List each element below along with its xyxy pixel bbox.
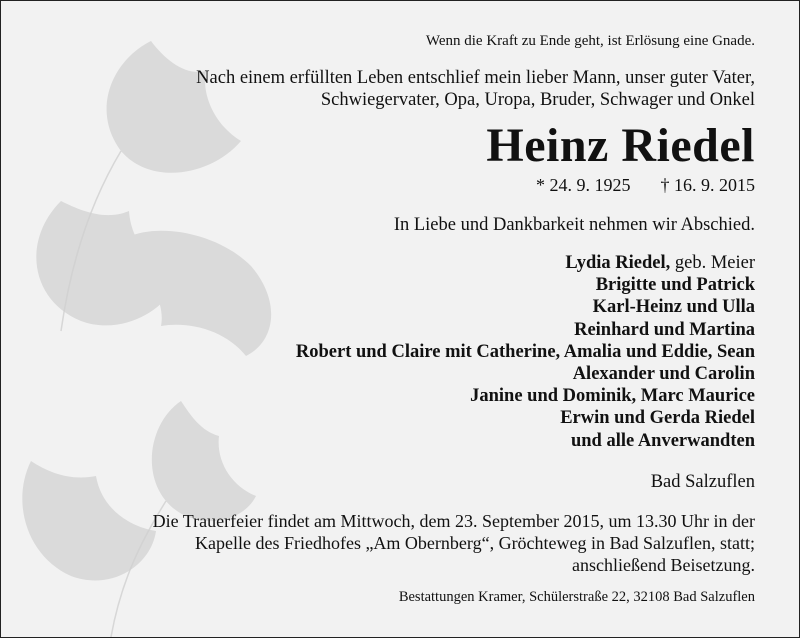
farewell-text: In Liebe und Dankbarkeit nehmen wir Abschied. bbox=[393, 215, 755, 235]
leaf-shape bbox=[22, 461, 156, 580]
service-line: Die Trauerfeier findet am Mittwoch, dem 23. September 2015, um 13.30 Uhr in der bbox=[152, 511, 755, 531]
life-dates bbox=[536, 175, 755, 196]
mourner-line: Erwin und Gerda Riedel bbox=[560, 408, 755, 429]
birth-date: * 24. 9. 1925 bbox=[536, 175, 631, 195]
mourner-line bbox=[296, 252, 755, 274]
service-line: anschließend Beisetzung. bbox=[572, 555, 755, 575]
mourner-line: und alle Anverwandten bbox=[570, 430, 755, 451]
mourner-line: Alexander und Carolin bbox=[572, 364, 755, 385]
leaf-shape bbox=[152, 401, 256, 521]
mourner-line: Karl-Heinz und Ulla bbox=[592, 297, 755, 318]
city-name: Bad Salzuflen bbox=[650, 472, 755, 492]
funeral-service-text bbox=[153, 510, 755, 576]
motto-text: Wenn die Kraft zu Ende geht, ist Erlösung eine Gnade. bbox=[425, 33, 755, 49]
intro-text bbox=[196, 67, 755, 111]
mourner-line: Brigitte und Patrick bbox=[595, 275, 755, 296]
mourner-line: Janine und Dominik, Marc Maurice bbox=[470, 386, 755, 407]
mourner-name: Lydia Riedel, bbox=[565, 253, 671, 273]
mourner-line: Reinhard und Martina bbox=[574, 319, 755, 340]
mourner-maiden-name: geb. Meier bbox=[670, 253, 755, 273]
intro-line: Nach einem erfüllten Leben entschlief mein lieber Mann, unser guter Vater, bbox=[196, 68, 755, 88]
death-date: † 16. 9. 2015 bbox=[660, 175, 755, 195]
deceased-name: Heinz Riedel bbox=[486, 119, 755, 172]
mourners-list bbox=[296, 252, 755, 452]
mourner-line: Robert und Claire mit Catherine, Amalia und Eddie, Sean bbox=[295, 341, 755, 362]
service-line: Kapelle des Friedhofes „Am Obernberg“, Gröchteweg in Bad Salzuflen, statt; bbox=[195, 533, 755, 553]
funeral-home-footer: Bestattungen Kramer, Schülerstraße 22, 32108 Bad Salzuflen bbox=[398, 589, 755, 605]
intro-line: Schwiegervater, Opa, Uropa, Bruder, Schwager und Onkel bbox=[320, 90, 755, 110]
